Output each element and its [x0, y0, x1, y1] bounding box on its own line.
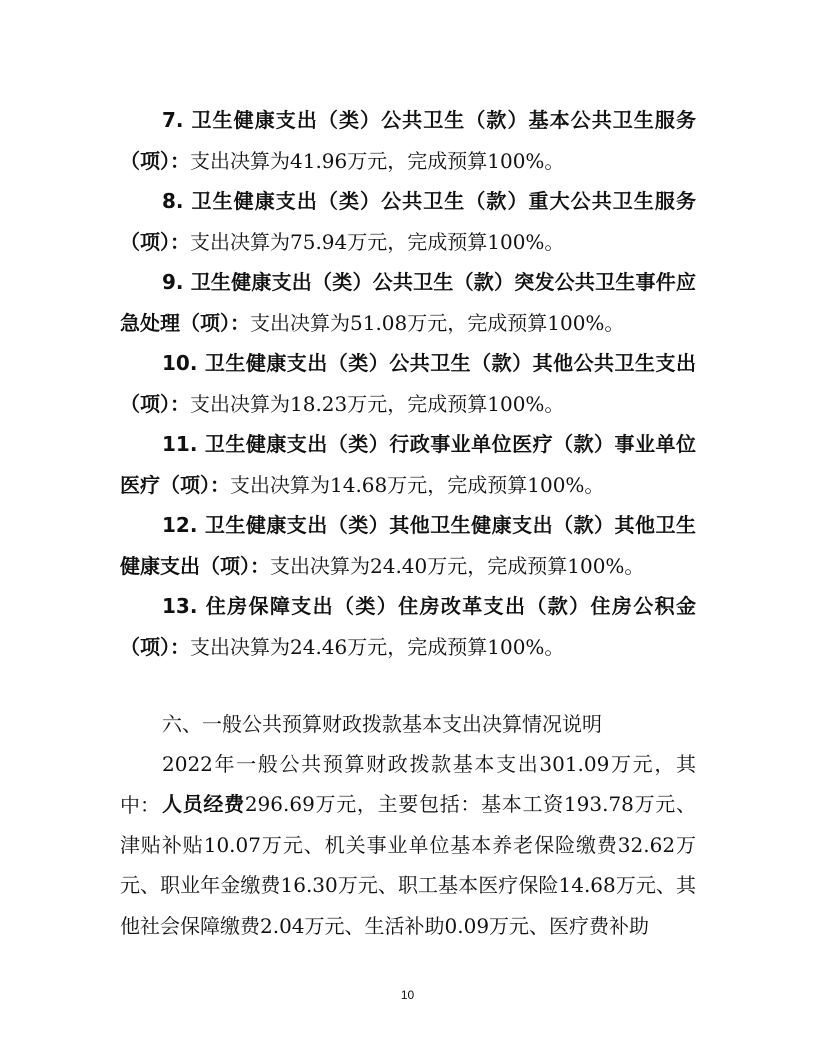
budget-item-12: [120, 505, 696, 586]
item-body: 支出决算为75.94万元，完成预算100%。: [190, 229, 565, 254]
personnel-lead: 人员经费: [162, 792, 245, 816]
item-title: 9. 卫生健康支出（类）公共卫生（款）突发公共卫生事件应急处理（项）：: [120, 270, 696, 335]
item-title: 12. 卫生健康支出（类）其他卫生健康支出（款）其他卫生健康支出（项）：: [120, 513, 696, 578]
page-number: 10: [400, 988, 415, 1002]
section-summary: 2022年一般公共预算财政拨款基本支出301.09万元，其中：: [120, 752, 696, 817]
item-title: 13. 住房保障支出（类）住房改革支出（款）住房公积金（项）：: [120, 594, 696, 659]
item-title: 11. 卫生健康支出（类）行政事业单位医疗（款）事业单位医疗（项）：: [120, 432, 696, 497]
item-title: 7. 卫生健康支出（类）公共卫生（款）基本公共卫生服务（项）：: [120, 108, 696, 173]
budget-item-8: [120, 181, 696, 262]
section-heading: 六、一般公共预算财政拨款基本支出决算情况说明: [162, 712, 602, 736]
item-title: 10. 卫生健康支出（类）公共卫生（款）其他公共卫生支出（项）：: [120, 351, 696, 416]
item-body: 支出决算为14.68万元，完成预算100%。: [230, 472, 605, 497]
item-body: 支出决算为24.40万元，完成预算100%。: [270, 553, 645, 578]
budget-item-11: [120, 424, 696, 505]
budget-item-13: [120, 586, 696, 667]
item-body: 支出决算为41.96万元，完成预算100%。: [190, 148, 565, 173]
item-title: 8. 卫生健康支出（类）公共卫生（款）重大公共卫生服务（项）：: [120, 189, 696, 254]
item-body: 支出决算为51.08万元，完成预算100%。: [250, 310, 625, 335]
item-body: 支出决算为24.46万元，完成预算100%。: [190, 634, 565, 659]
budget-item-7: [120, 100, 696, 181]
personnel-text: 296.69万元，主要包括：基本工资193.78万元、津贴补贴10.07万元、机关事业单位基本养老保险缴费32.62万元、职业年金缴费16.30万元、职工基本医疗保险14.68万元、其他社会保障缴费2.04万元、生活补助0.09万元、医疗费补助: [120, 792, 696, 938]
budget-item-10: [120, 343, 696, 424]
personnel-paragraph: [120, 784, 696, 946]
item-body: 支出决算为18.23万元，完成预算100%。: [190, 391, 565, 416]
budget-item-9: [120, 262, 696, 343]
